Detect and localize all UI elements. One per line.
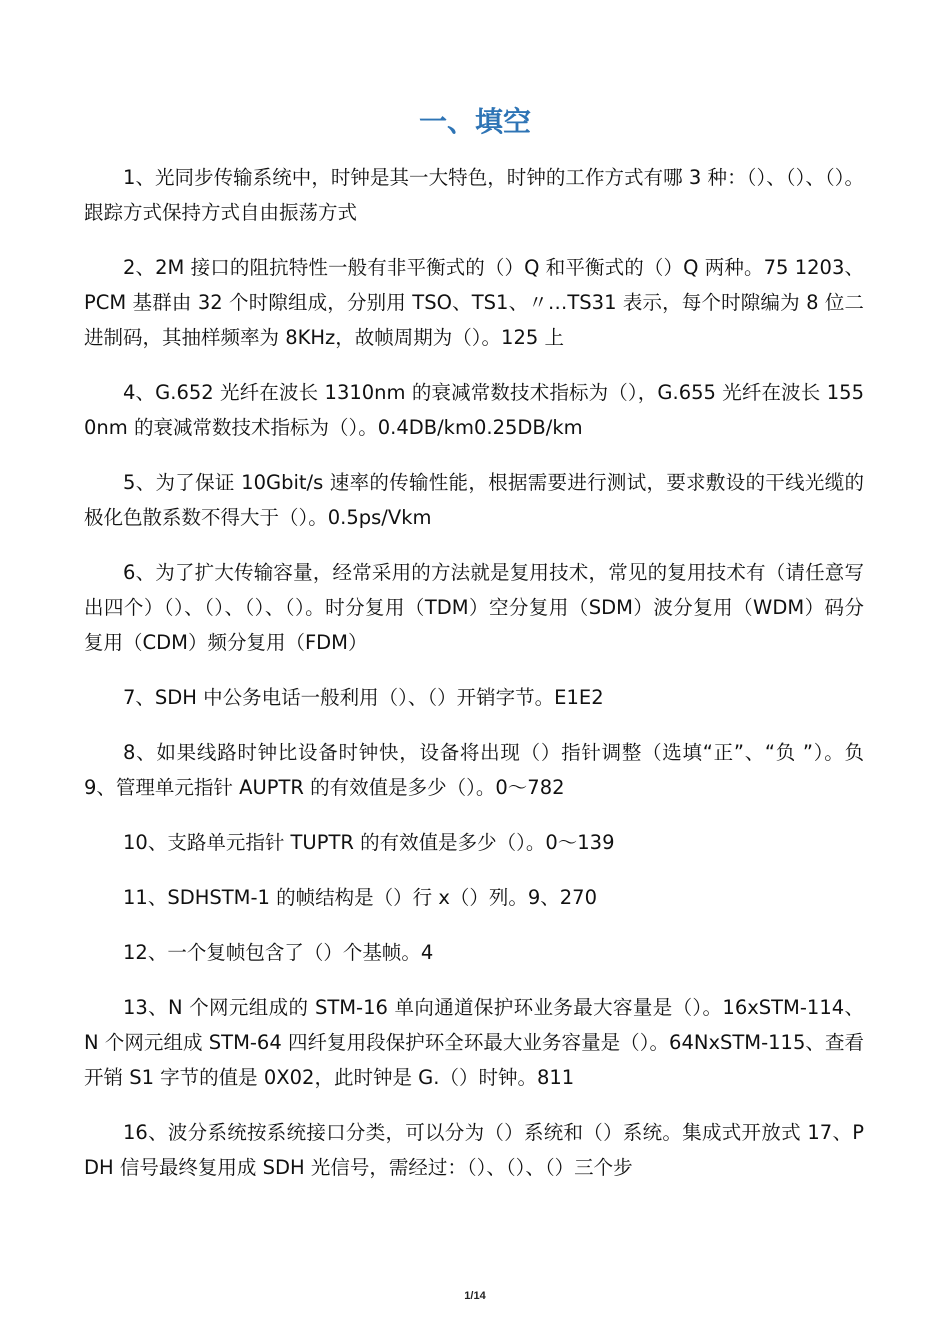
question-paragraph-2: 2、2M 接口的阻抗特性一般有非平衡式的（）Q 和平衡式的（）Q 两种。75 1203、PCM 基群由 32 个时隙组成，分别用 TSO、TS1、〃…TS31 表示，每个时隙编为 8 位二进制码，其抽样频率为 8KHz，故帧周期为（）。125 上 — [84, 256, 864, 349]
question-paragraph-4: 5、为了保证 10Gbit/s 速率的传输性能，根据需要进行测试，要求敷设的干线光缆的极化色散系数不得大于（）。0.5ps/Vkm — [84, 471, 864, 529]
section-heading: 一、填空 — [418, 105, 531, 138]
question-paragraph-8: 10、支路单元指针 TUPTR 的有效值是多少（）。0〜139 — [123, 831, 615, 854]
document-body — [84, 160, 864, 1205]
question-paragraph-6: 7、SDH 中公务电话一般利用（）、（）开销字节。E1E2 — [123, 686, 604, 709]
question-paragraph-9: 11、SDHSTM-1 的帧结构是（）行 x（）列。9、270 — [123, 886, 597, 909]
question-paragraph-1: 1、光同步传输系统中，时钟是其一大特色，时钟的工作方式有哪 3 种：（）、（）、（）。跟踪方式保持方式自由振荡方式 — [84, 166, 864, 224]
question-paragraph-12: 16、波分系统按系统接口分类，可以分为（）系统和（）系统。集成式开放式 17、PDH 信号最终复用成 SDH 光信号，需经过：（）、（）、（）三个步 — [84, 1121, 864, 1179]
question-paragraph-5: 6、为了扩大传输容量，经常采用的方法就是复用技术，常见的复用技术有（请任意写出四个）（）、（）、（）、（）。时分复用（TDM）空分复用（SDM）波分复用（WDM）码分复用（CDM）频分复用（FDM） — [84, 561, 864, 654]
question-paragraph-7: 8、如果线路时钟比设备时钟快，设备将出现（）指针调整（选填“正”、“负 ”）。负 9、管理单元指针 AUPTR 的有效值是多少（）。0〜782 — [84, 741, 864, 799]
question-paragraph-10: 12、一个复帧包含了（）个基帧。4 — [123, 941, 434, 964]
page-number: 1/14 — [464, 1290, 486, 1302]
question-paragraph-3: 4、G.652 光纤在波长 1310nm 的衰减常数技术指标为（），G.655 光纤在波长 1550nm 的衰减常数技术指标为（）。0.4DB/km0.25DB/km — [84, 381, 864, 439]
question-paragraph-11: 13、N 个网元组成的 STM-16 单向通道保护环业务最大容量是（）。16xSTM-114、N 个网元组成 STM-64 四纤复用段保护环全环最大业务容量是（）。64NxSTM-115、查看开销 S1 字节的值是 0X02，此时钟是 G.（）时钟。811 — [84, 996, 864, 1089]
